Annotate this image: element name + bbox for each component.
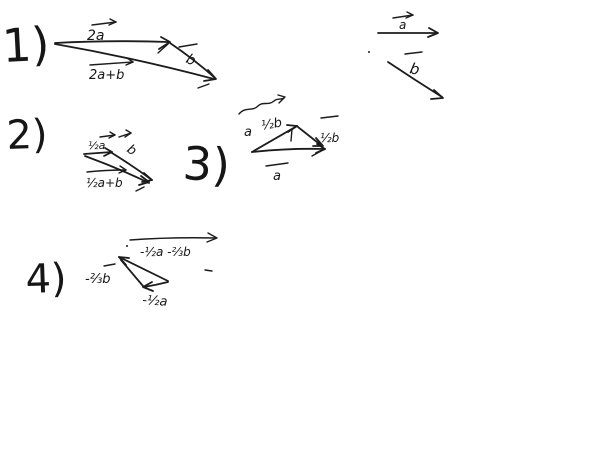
p3-label-squiggle-overarrow	[239, 98, 284, 114]
p3-label-halfb-top: ½b	[260, 115, 284, 134]
p3-label-right-overbar	[321, 116, 338, 118]
problem-1-number: 1)	[0, 16, 51, 73]
p3-bottom-edge-line	[252, 149, 325, 152]
p3-label-a-top: a	[244, 125, 252, 140]
p1-vector-2a-line	[55, 41, 169, 43]
ref-label-b-overbar	[405, 52, 422, 54]
p4-label-left-overbar	[104, 264, 115, 266]
p3-apex-tick	[291, 129, 292, 141]
p2-label-sum: ½a+b	[86, 176, 123, 190]
p3-right-edge-line	[298, 127, 322, 146]
p1-label-sum: 2a+b	[89, 68, 125, 83]
problem-3	[181, 95, 339, 192]
p1-resultant-arrowhead	[204, 70, 216, 81]
stray-dot	[368, 51, 370, 53]
p4-stray-bar	[205, 270, 212, 271]
p3-label-bottom: a	[273, 169, 281, 184]
p3-label-bottom-overbar	[266, 163, 288, 166]
problem-4-number: 4)	[24, 255, 68, 303]
ref-label-a: a	[399, 18, 407, 32]
p2-label-halfa: ½a	[88, 139, 106, 152]
p1-label-2a: 2a	[87, 28, 105, 44]
p3-label-right: ½b	[320, 131, 340, 145]
p4-resultant-line	[119, 257, 168, 281]
stray-dot	[126, 245, 128, 247]
problem-4	[25, 233, 217, 310]
p2-stray-check	[136, 187, 144, 191]
p4-expression-overarrow	[130, 238, 216, 240]
problem-1	[1, 17, 216, 88]
p1-label-b: b	[183, 51, 199, 70]
p4-label-expression: -½a -⅔b	[140, 245, 191, 259]
reference-vectors	[368, 12, 443, 99]
problem-2	[6, 112, 152, 191]
p3-stray-check	[312, 151, 321, 156]
problem-3-number: 3)	[181, 136, 232, 193]
p2-label-sum-overarrow	[87, 170, 126, 172]
ref-label-b: b	[408, 59, 422, 79]
problem-2-number: 2)	[5, 111, 49, 159]
p1-label-b-overbar	[179, 44, 197, 47]
p2-label-b: b	[123, 141, 140, 160]
p4-label-left: -⅔b	[85, 272, 111, 287]
p1-stray-check	[198, 84, 209, 88]
p4-label-bottom: -½a	[141, 293, 168, 310]
